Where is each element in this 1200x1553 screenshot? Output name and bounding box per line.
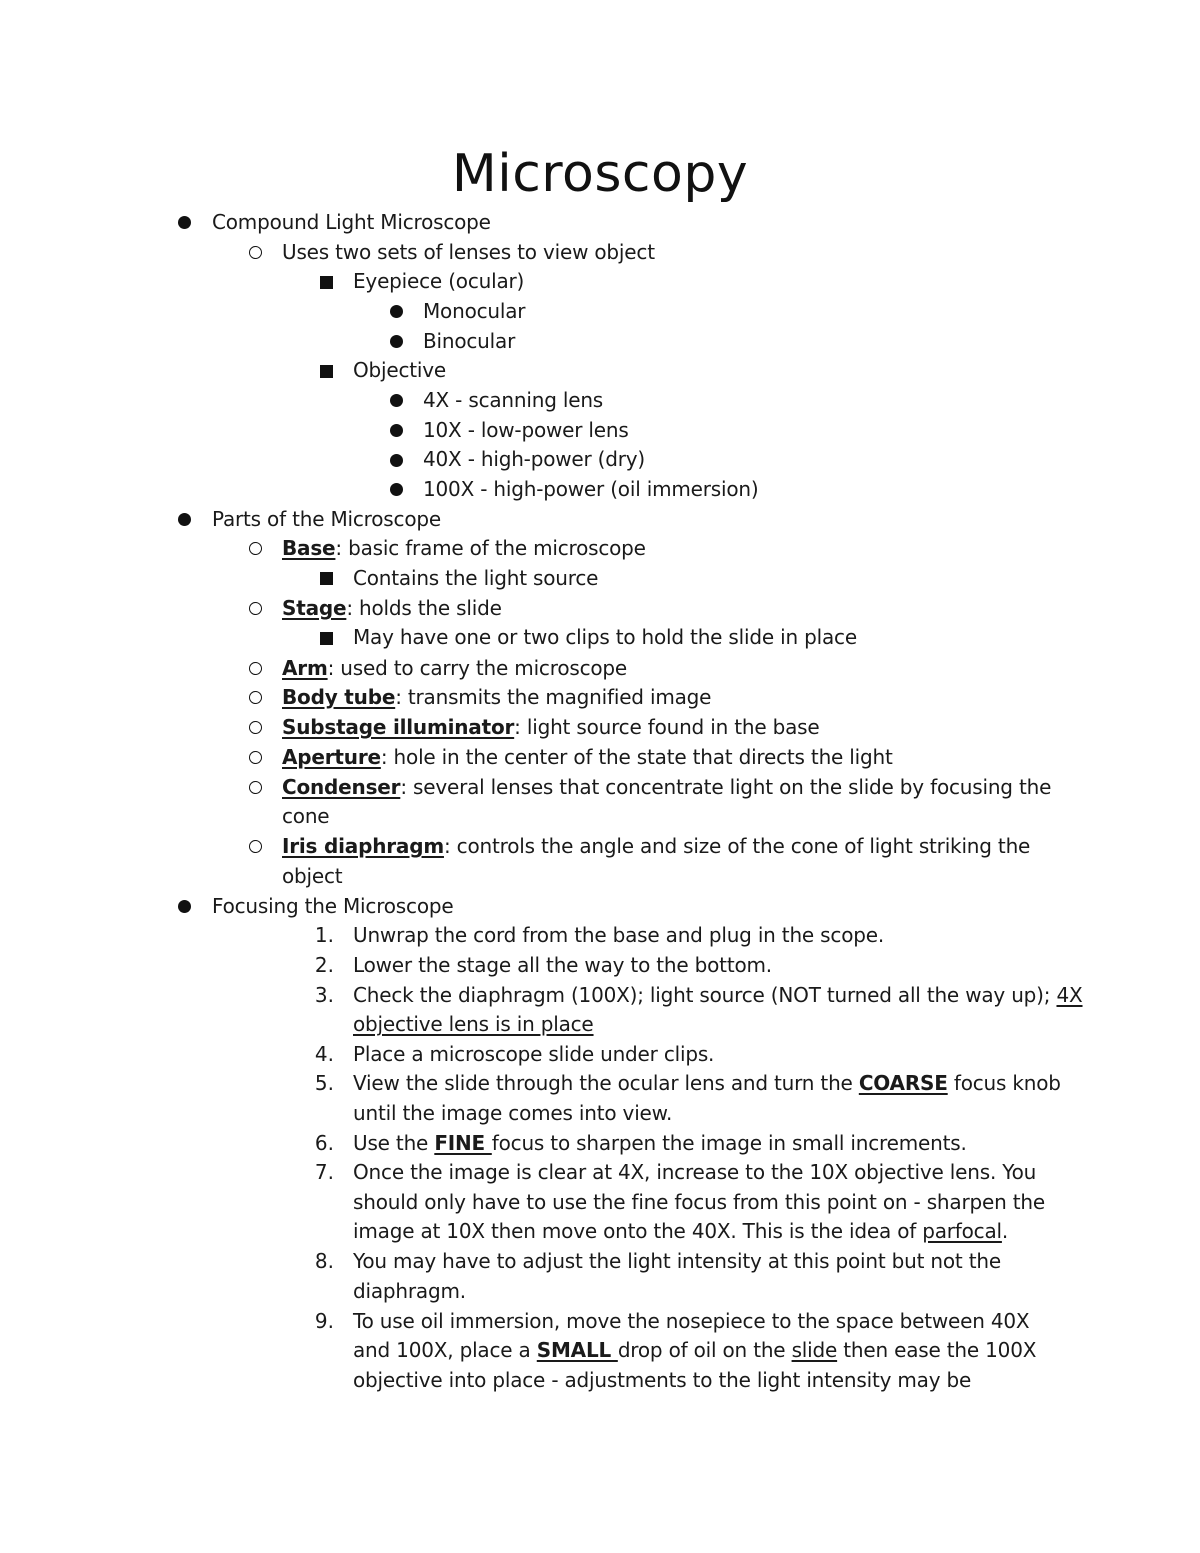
step-text-continuation: objective into place - adjustments to the light intensity may be — [353, 1368, 972, 1392]
hollow-bullet-icon — [249, 840, 262, 853]
bullet-icon — [390, 454, 403, 467]
step-text-part: focus knob — [947, 1071, 1061, 1095]
hollow-bullet-icon — [249, 246, 262, 259]
step-text: Once the image is clear at 4X, increase to the 10X objective lens. You — [353, 1160, 1037, 1184]
term-iris-diaphragm: Iris diaphragm — [282, 834, 444, 858]
square-bullet-icon — [320, 365, 333, 378]
square-bullet-icon — [320, 572, 333, 585]
step-number: 9. — [314, 1309, 334, 1333]
step-number: 5. — [314, 1071, 334, 1095]
step-text-continuation — [353, 1009, 594, 1039]
list-item: 100X - high-power (oil immersion) — [423, 477, 759, 501]
list-item: Uses two sets of lenses to view object — [282, 240, 655, 264]
hollow-bullet-icon — [249, 542, 262, 555]
list-item — [282, 831, 1030, 861]
hollow-bullet-icon — [249, 602, 262, 615]
page-title: Microscopy — [451, 144, 749, 204]
step-text: Place a microscope slide under clips. — [353, 1042, 715, 1066]
hollow-bullet-icon — [249, 662, 262, 675]
step-text: Unwrap the cord from the base and plug in the scope. — [353, 923, 884, 947]
step-text-continuation: until the image comes into view. — [353, 1101, 673, 1125]
square-bullet-icon — [320, 276, 333, 289]
step-text-part: then ease the 100X — [837, 1338, 1037, 1362]
term-condenser: Condenser — [282, 775, 401, 799]
step-text-part: Check the diaphragm (100X); light source (NOT turned all the way up); — [353, 983, 1057, 1007]
term-base: Base — [282, 536, 336, 560]
emphasis-coarse: COARSE — [858, 1071, 948, 1095]
definition-text: : transmits the magnified image — [395, 685, 712, 709]
underlined-text: objective lens is in place — [353, 1012, 594, 1036]
bullet-icon — [390, 483, 403, 496]
step-text-continuation: should only have to use the fine focus from this point on - sharpen the — [353, 1190, 1045, 1214]
bullet-icon — [178, 513, 191, 526]
step-text — [353, 980, 1083, 1010]
definition-text: : light source found in the base — [514, 715, 820, 739]
step-number: 1. — [314, 923, 334, 947]
list-item: Monocular — [423, 299, 526, 323]
step-text — [353, 1068, 1061, 1098]
list-item: Eyepiece (ocular) — [353, 269, 525, 293]
list-item: 10X - low-power lens — [423, 418, 629, 442]
definition-text: : holds the slide — [346, 596, 502, 620]
definition-text: : basic frame of the microscope — [335, 536, 646, 560]
underlined-text: slide — [791, 1338, 838, 1362]
definition-text: : used to carry the microscope — [327, 656, 628, 680]
step-text-continuation — [353, 1216, 1008, 1246]
list-item-continuation: object — [282, 864, 343, 888]
step-text — [353, 1128, 967, 1158]
step-number: 3. — [314, 983, 334, 1007]
bullet-icon — [390, 305, 403, 318]
list-item-continuation: cone — [282, 804, 330, 828]
bullet-icon — [390, 335, 403, 348]
step-number: 4. — [314, 1042, 334, 1066]
list-item — [282, 653, 627, 683]
bullet-icon — [178, 216, 191, 229]
step-number: 8. — [314, 1249, 334, 1273]
bullet-icon — [178, 900, 191, 913]
hollow-bullet-icon — [249, 781, 262, 794]
underlined-text: parfocal — [922, 1219, 1002, 1243]
list-item: Binocular — [423, 329, 516, 353]
list-item: May have one or two clips to hold the slide in place — [353, 625, 857, 649]
emphasis-small: SMALL — [536, 1338, 618, 1362]
term-aperture: Aperture — [282, 745, 381, 769]
term-body-tube: Body tube — [282, 685, 396, 709]
step-text: Lower the stage all the way to the bottom. — [353, 953, 772, 977]
definition-text: : hole in the center of the state that directs the light — [380, 745, 893, 769]
bullet-icon — [390, 424, 403, 437]
hollow-bullet-icon — [249, 691, 262, 704]
step-text-part: View the slide through the ocular lens and turn the — [353, 1071, 859, 1095]
step-text-part: and 100X, place a — [353, 1338, 537, 1362]
list-item — [282, 712, 819, 742]
step-number: 7. — [314, 1160, 334, 1184]
step-text-continuation: diaphragm. — [353, 1279, 466, 1303]
step-text-part: . — [1001, 1219, 1009, 1243]
step-text-continuation — [353, 1335, 1036, 1365]
emphasis-fine: FINE — [434, 1131, 492, 1155]
list-item — [282, 772, 1051, 802]
square-bullet-icon — [320, 632, 333, 645]
section-heading-compound: Compound Light Microscope — [212, 210, 491, 234]
list-item: Contains the light source — [353, 566, 599, 590]
list-item — [282, 742, 893, 772]
list-item — [282, 682, 711, 712]
list-item: 40X - high-power (dry) — [423, 447, 646, 471]
step-text-part: drop of oil on the — [617, 1338, 792, 1362]
list-item: Objective — [353, 358, 447, 382]
list-item — [282, 533, 646, 563]
list-item — [282, 593, 502, 623]
underlined-text: 4X — [1056, 983, 1083, 1007]
step-text: You may have to adjust the light intensity at this point but not the — [353, 1249, 1001, 1273]
section-heading-focusing: Focusing the Microscope — [212, 894, 454, 918]
definition-text: : several lenses that concentrate light on the slide by focusing the — [400, 775, 1052, 799]
step-text: To use oil immersion, move the nosepiece to the space between 40X — [353, 1309, 1030, 1333]
term-substage-illuminator: Substage illuminator — [282, 715, 515, 739]
section-heading-parts: Parts of the Microscope — [212, 507, 441, 531]
hollow-bullet-icon — [249, 721, 262, 734]
term-stage: Stage — [282, 596, 347, 620]
term-arm: Arm — [282, 656, 328, 680]
step-text-part: image at 10X then move onto the 40X. This is the idea of — [353, 1219, 923, 1243]
step-text-part: focus to sharpen the image in small increments. — [491, 1131, 967, 1155]
definition-text: : controls the angle and size of the cone of light striking the — [443, 834, 1031, 858]
step-text-part: Use the — [353, 1131, 435, 1155]
step-number: 2. — [314, 953, 334, 977]
bullet-icon — [390, 394, 403, 407]
hollow-bullet-icon — [249, 751, 262, 764]
step-number: 6. — [314, 1131, 334, 1155]
list-item: 4X - scanning lens — [423, 388, 604, 412]
